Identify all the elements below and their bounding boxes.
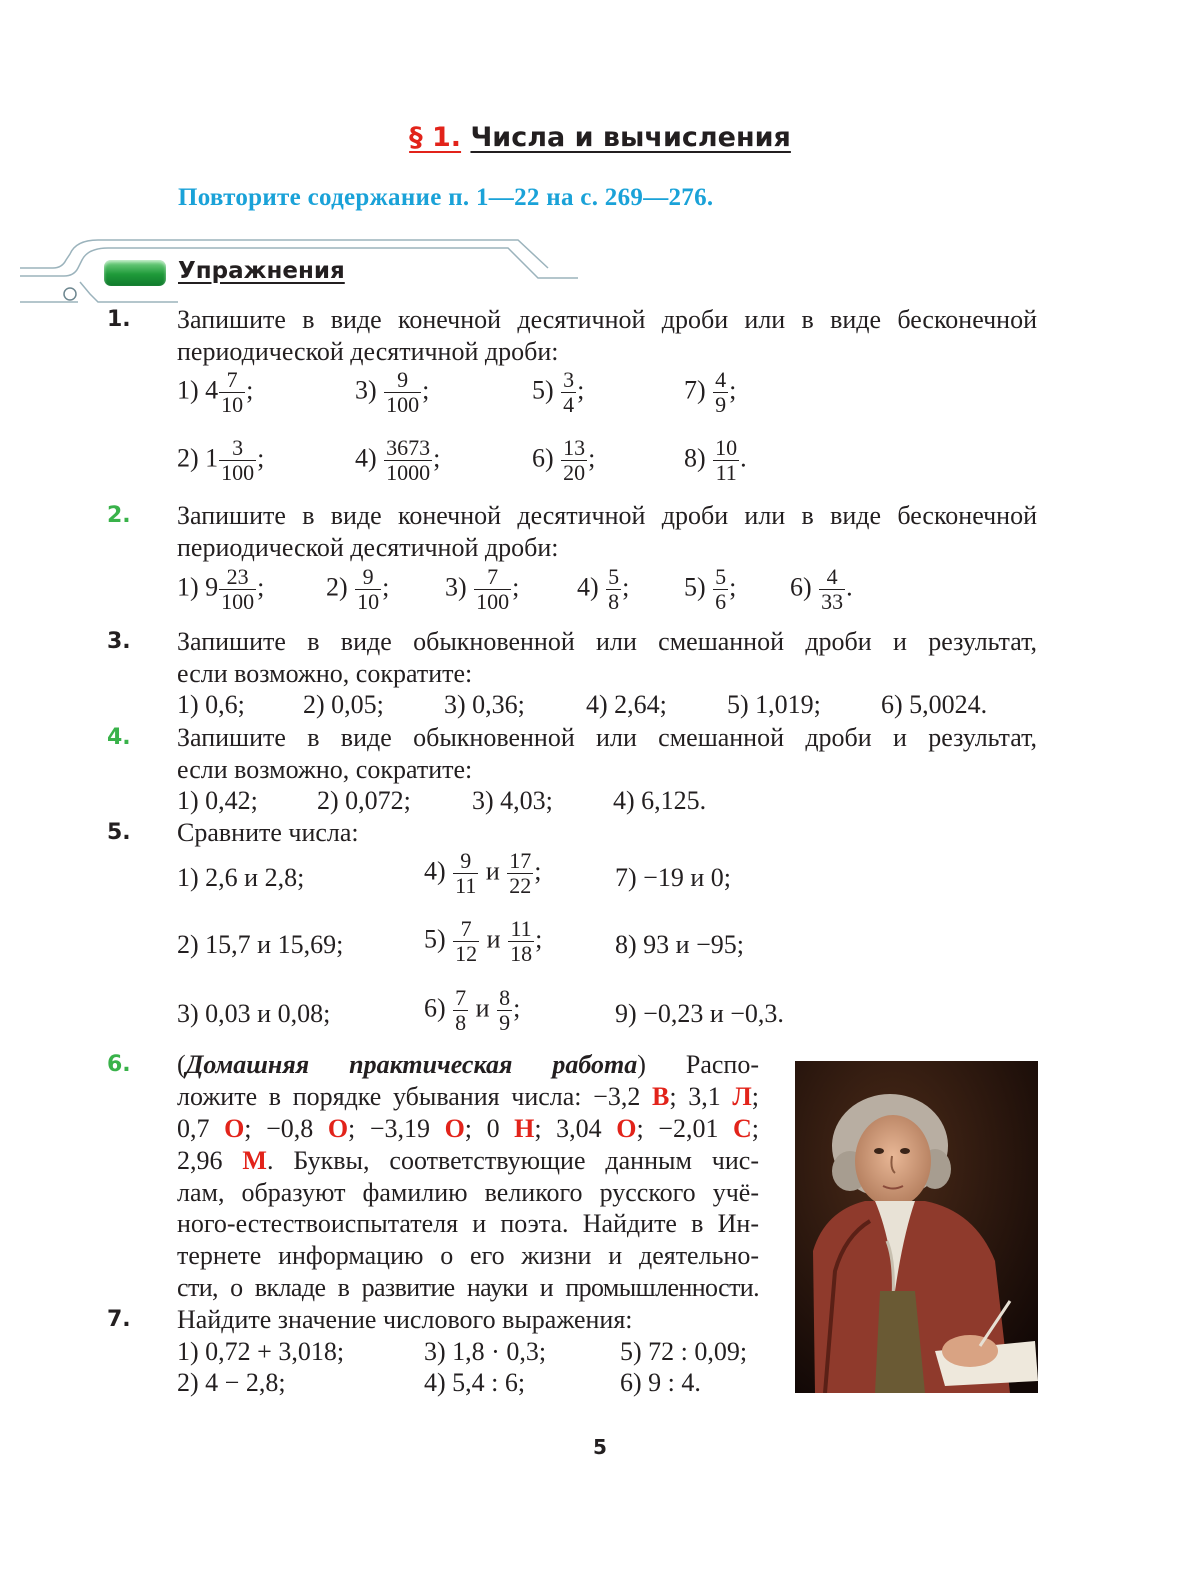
exercise-text: Запишите в виде конечной десятичной дроби или в виде бесконечной [177,305,1037,334]
list-item: 3) 4,03; [472,786,553,815]
list-item: 8) 93 и −95; [615,930,744,959]
section-number: § 1. [409,122,462,153]
fraction-item: 1) 9 $\frac{23}{100}$ ; [177,564,265,614]
list-item: 6) 5,0024. [881,690,988,719]
list-item: 4) 2,64; [586,690,667,719]
list-item: 2) 15,7 и 15,69; [177,930,344,959]
exercise-text: Сравните числа: [177,818,359,847]
exercise-text: Запишите в виде обыкновенной или смешанной дроби и результат, [177,627,1037,656]
exercise-text: ложите в порядке убывания числа: −3,2 В; 3,1 Л; [177,1082,759,1111]
fraction-item: 4) $\frac{3673}{1000}$ ; [355,435,441,485]
list-item: 9) −0,23 и −0,3. [615,999,784,1028]
fraction-item: 1) 4 $\frac{7}{10}$ ; [177,367,254,417]
exercise-text: Запишите в виде конечной десятичной дроби или в виде бесконечной [177,501,1037,530]
list-item: 4) 6,125. [613,786,707,815]
list-item: 6) 9 : 4. [620,1368,701,1397]
fraction-item: 7) $\frac{4}{9}$ ; [684,367,737,417]
list-item: 5) 72 : 0,09; [620,1337,748,1366]
list-item: 1) 0,72 + 3,018; [177,1337,345,1366]
page-number: 5 [593,1435,607,1459]
list-item: 2) 0,072; [317,786,411,815]
exercise-number: 2. [107,503,131,528]
list-item: 2) 0,05; [303,690,384,719]
exercise-number: 6. [107,1052,131,1077]
list-item: 3) 1,8 · 0,3; [424,1337,547,1366]
exercise-text: сти, о вкладе в развитие науки и промышленности. [177,1273,759,1302]
list-item: 5) 1,019; [727,690,821,719]
fraction-compare-item: 5) $\frac{7}{12}$ и $\frac{11}{18}$ ; [424,916,543,966]
exercise-text: (Домашняя практическая работа) Распо- [177,1050,759,1079]
list-item: 3) 0,03 и 0,08; [177,999,331,1028]
fraction-item: 6) $\frac{13}{20}$ ; [532,435,596,485]
fraction-item: 5) $\frac{5}{6}$ ; [684,564,737,614]
list-item: 1) 0,42; [177,786,258,815]
fraction-item: 2) $\frac{9}{10}$ ; [326,564,390,614]
list-item: 7) −19 и 0; [615,863,731,892]
exercise-text: тернете информацию о его жизни и деятельно- [177,1241,759,1270]
fraction-item: 6) $\frac{4}{33}$ . [790,564,853,614]
green-bullet-icon [104,260,166,286]
fraction-item: 3) $\frac{7}{100}$ ; [445,564,520,614]
section-heading: Упражнения [178,258,345,284]
exercise-text: периодической десятичной дроби: [177,533,559,562]
exercise-text: 2,96 М. Буквы, соответствующие данным чис- [177,1146,759,1175]
fraction-item: 3) $\frac{9}{100}$ ; [355,367,430,417]
list-item: 4) 5,4 : 6; [424,1368,526,1397]
exercise-text: если возможно, сократите: [177,659,473,688]
exercise-number: 7. [107,1307,131,1332]
fraction-item: 8) $\frac{10}{11}$ . [684,435,747,485]
exercise-number: 5. [107,820,131,845]
page-title [0,122,1200,153]
exercise-text: периодической десятичной дроби: [177,337,559,366]
exercise-text: лам, образуют фамилию великого русского учё- [177,1178,759,1207]
list-item: 3) 0,36; [444,690,525,719]
exercise-number: 4. [107,725,131,750]
review-note: Повторите содержание п. 1—22 на с. 269—276. [178,184,714,211]
fraction-item: 4) $\frac{5}{8}$ ; [577,564,630,614]
exercise-text: Найдите значение числового выражения: [177,1305,633,1334]
exercise-number: 3. [107,629,131,654]
fraction-item: 5) $\frac{3}{4}$ ; [532,367,585,417]
list-item: 2) 4 − 2,8; [177,1368,286,1397]
portrait-image [795,1061,1038,1393]
list-item: 1) 0,6; [177,690,245,719]
fraction-compare-item: 6) $\frac{7}{8}$ и $\frac{8}{9}$ ; [424,985,521,1035]
section-title: Числа и вычисления [470,122,791,153]
exercise-number: 1. [107,307,131,332]
exercise-text: 0,7 О; −0,8 О; −3,19 О; 0 Н; 3,04 О; −2,01 С; [177,1114,760,1143]
exercise-text: ного-естествоиспытателя и поэта. Найдите в Ин- [177,1209,759,1238]
fraction-item: 2) 1 $\frac{3}{100}$ ; [177,435,265,485]
exercise-text: если возможно, сократите: [177,755,473,784]
fraction-compare-item: 4) $\frac{9}{11}$ и $\frac{17}{22}$ ; [424,848,542,898]
list-item: 1) 2,6 и 2,8; [177,863,305,892]
exercise-text: Запишите в виде обыкновенной или смешанной дроби и результат, [177,723,1037,752]
